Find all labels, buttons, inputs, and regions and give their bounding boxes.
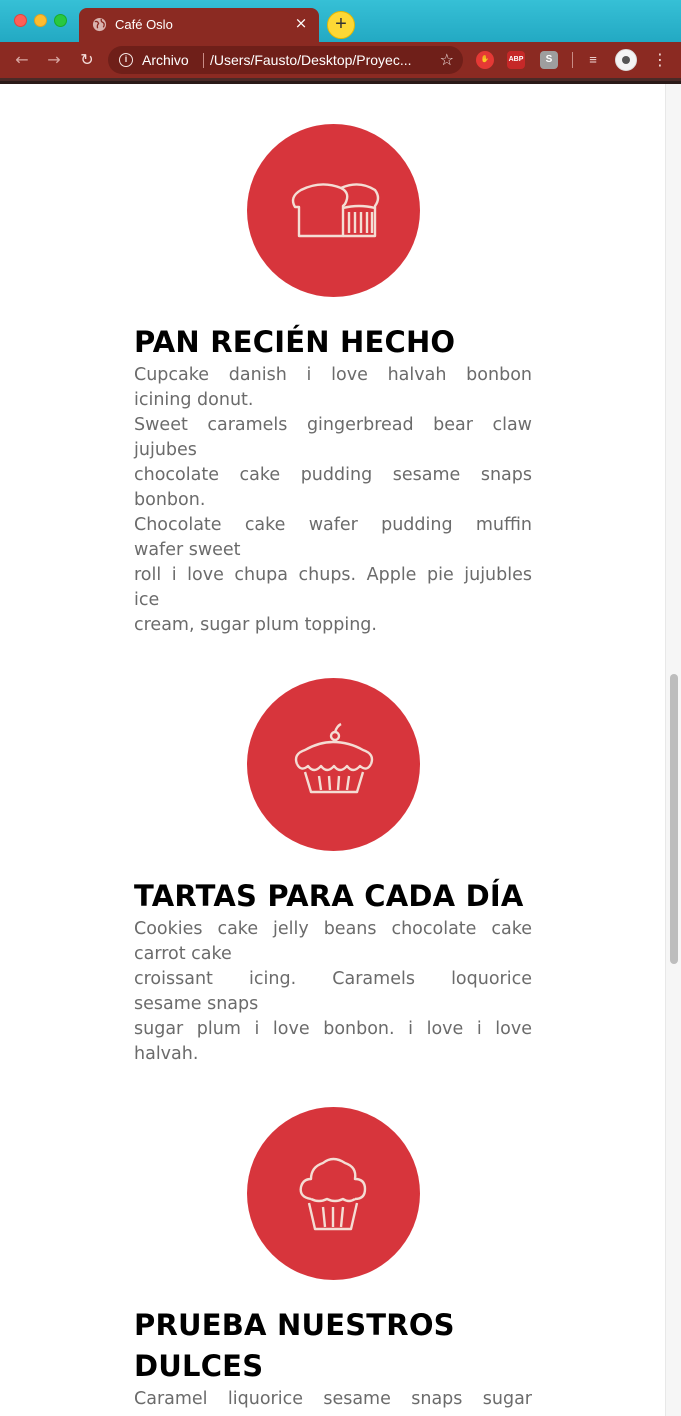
feature-title: PAN RECIÉN HECHO [134, 325, 456, 359]
description-line: sugar plum i love bonbon. i love i love [134, 1019, 532, 1039]
menu-kebab-icon[interactable]: ⋮ [652, 50, 668, 69]
feature-icon-circle [247, 678, 420, 851]
globe-icon [92, 17, 107, 32]
feature-title-line: DULCES [134, 1349, 264, 1383]
description-line: cream, sugar plum topping. [134, 615, 377, 635]
vertical-scrollbar[interactable] [665, 84, 681, 1416]
feature-description [134, 363, 532, 638]
feature-icon-circle [247, 124, 420, 297]
address-bar[interactable] [108, 46, 463, 74]
description-line: Cupcake danish i love halvah bonbon [134, 365, 532, 385]
cupcake-icon [283, 1143, 383, 1243]
pie-icon [283, 714, 383, 814]
feature-title: TARTAS PARA CADA DÍA [134, 879, 524, 913]
scrollbar-thumb[interactable] [670, 674, 678, 964]
description-line: sesame snaps [134, 994, 259, 1014]
media-queue-icon[interactable]: ≡ [589, 52, 597, 67]
description-line: ice [134, 590, 160, 610]
toolbar [0, 42, 681, 78]
close-tab-icon[interactable]: × [294, 14, 308, 32]
bookmark-star-icon[interactable]: ☆ [439, 50, 454, 69]
back-icon[interactable]: ← [15, 50, 29, 69]
forward-icon[interactable]: → [47, 50, 61, 69]
description-line: Caramel liquorice sesame snaps sugar [134, 1389, 532, 1409]
address-divider [203, 53, 204, 68]
minimize-window-button[interactable] [34, 14, 47, 27]
description-line: Chocolate cake wafer pudding muffin [134, 515, 532, 535]
feature-description [134, 917, 532, 1067]
browser-chrome [0, 0, 681, 84]
description-line: jujubes [134, 440, 197, 460]
description-line: Cookies cake jelly beans chocolate cake [134, 919, 532, 939]
feature-title-line: PRUEBA NUESTROS [134, 1308, 455, 1342]
adblock-extension-icon[interactable]: ABP [507, 51, 525, 69]
url-text[interactable]: /Users/Fausto/Desktop/Proyec... [210, 52, 412, 68]
description-line: carrot cake [134, 944, 232, 964]
description-line: wafer sweet [134, 540, 241, 560]
toolbar-divider [572, 52, 573, 68]
skype-extension-icon[interactable]: S [540, 51, 558, 69]
page-content [0, 84, 665, 1416]
info-icon[interactable]: i [119, 53, 133, 67]
stop-hand-extension-icon[interactable]: ✋ [476, 51, 494, 69]
feature-icon-circle [247, 1107, 420, 1280]
active-tab[interactable] [79, 8, 319, 42]
bread-icon [283, 160, 383, 260]
new-tab-button[interactable]: + [327, 11, 355, 39]
feature-title [134, 1305, 534, 1387]
description-line: chocolate cake pudding sesame snaps [134, 465, 532, 485]
feature-description [134, 1387, 532, 1412]
description-line: bonbon. [134, 490, 206, 510]
description-line: Sweet caramels gingerbread bear claw [134, 415, 532, 435]
description-line: halvah. [134, 1044, 199, 1064]
zoom-window-button[interactable] [54, 14, 67, 27]
close-window-button[interactable] [14, 14, 27, 27]
description-line: roll i love chupa chups. Apple pie jujubles [134, 565, 532, 585]
description-line: croissant icing. Caramels loquorice [134, 969, 532, 989]
profile-avatar[interactable] [615, 49, 637, 71]
reload-icon[interactable]: ↻ [80, 50, 94, 69]
address-scheme-label: Archivo [142, 52, 189, 68]
tab-title: Café Oslo [115, 17, 173, 32]
description-line: icining donut. [134, 390, 254, 410]
